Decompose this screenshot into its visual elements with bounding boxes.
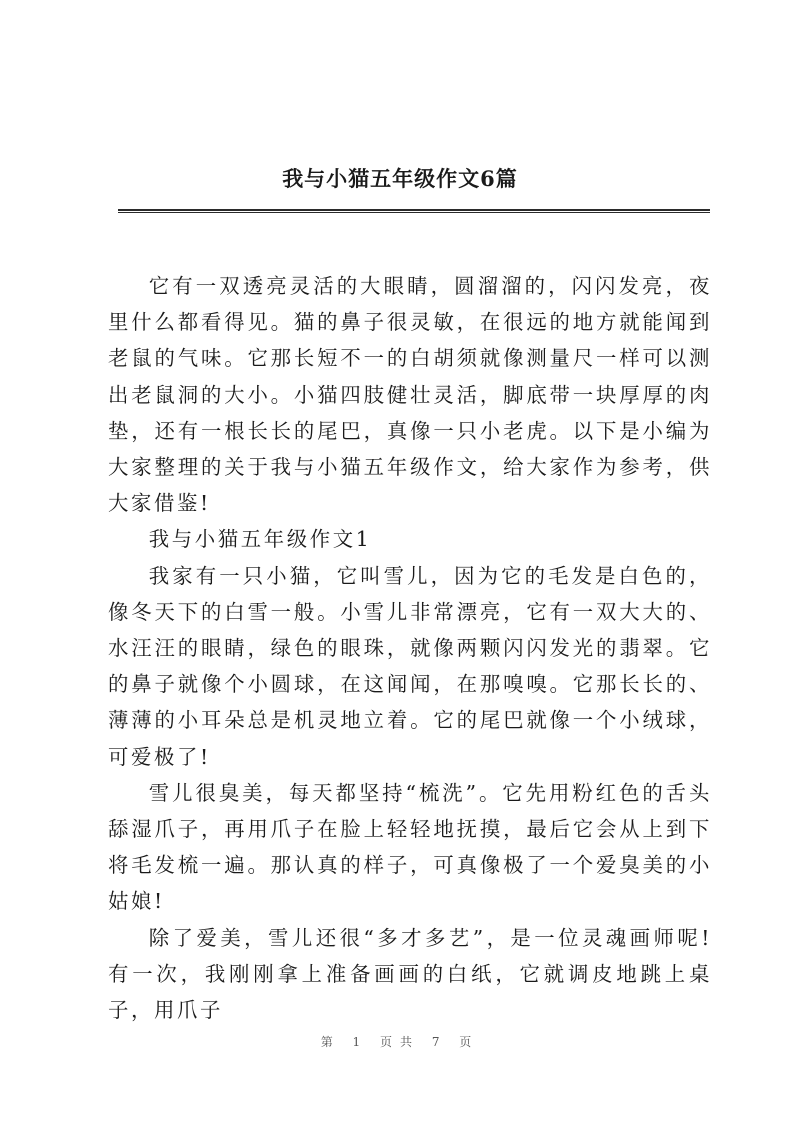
- body-paragraph: 除了爱美，雪儿还很“多才多艺”，是一位灵魂画师呢!有一次，我刚刚拿上准备画画的白纸，它就调皮地跳上桌子，用爪子: [108, 925, 712, 1023]
- page-number-footer: 第 1 页共 7 页: [320, 1035, 480, 1049]
- section-heading: 我与小猫五年级作文1: [148, 527, 372, 552]
- document-title: 我与小猫五年级作文6篇: [282, 166, 518, 191]
- body-paragraph: 雪儿很臭美，每天都坚持“梳洗”。它先用粉红色的舌头舔湿爪子，再用爪子在脸上轻轻地抚摸，最后它会从上到下将毛发梳一遍。那认真的样子，可真像极了一个爱臭美的小姑娘!: [108, 780, 712, 914]
- title-divider: [118, 209, 710, 213]
- intro-paragraph: 它有一双透亮灵活的大眼睛，圆溜溜的，闪闪发亮，夜里什么都看得见。猫的鼻子很灵敏，在很远的地方就能闻到老鼠的气味。它那长短不一的白胡须就像测量尺一样可以测出老鼠洞的大小。小猫四肢健壮灵活，脚底带一块厚厚的肉垫，还有一根长长的尾巴，真像一只小老虎。以下是小编为大家整理的关于我与小猫五年级作文，给大家作为参考，供大家借鉴!: [108, 274, 712, 516]
- document-body: [108, 268, 712, 1028]
- body-paragraph: 我家有一只小猫，它叫雪儿，因为它的毛发是白色的，像冬天下的白雪一般。小雪儿非常漂亮，它有一双大大的、水汪汪的眼睛，绿色的眼珠，就像两颗闪闪发光的翡翠。它的鼻子就像个小圆球，在这闻闻，在那嗅嗅。它那长长的、薄薄的小耳朵总是机灵地立着。它的尾巴就像一个小绒球，可爱极了!: [108, 563, 712, 769]
